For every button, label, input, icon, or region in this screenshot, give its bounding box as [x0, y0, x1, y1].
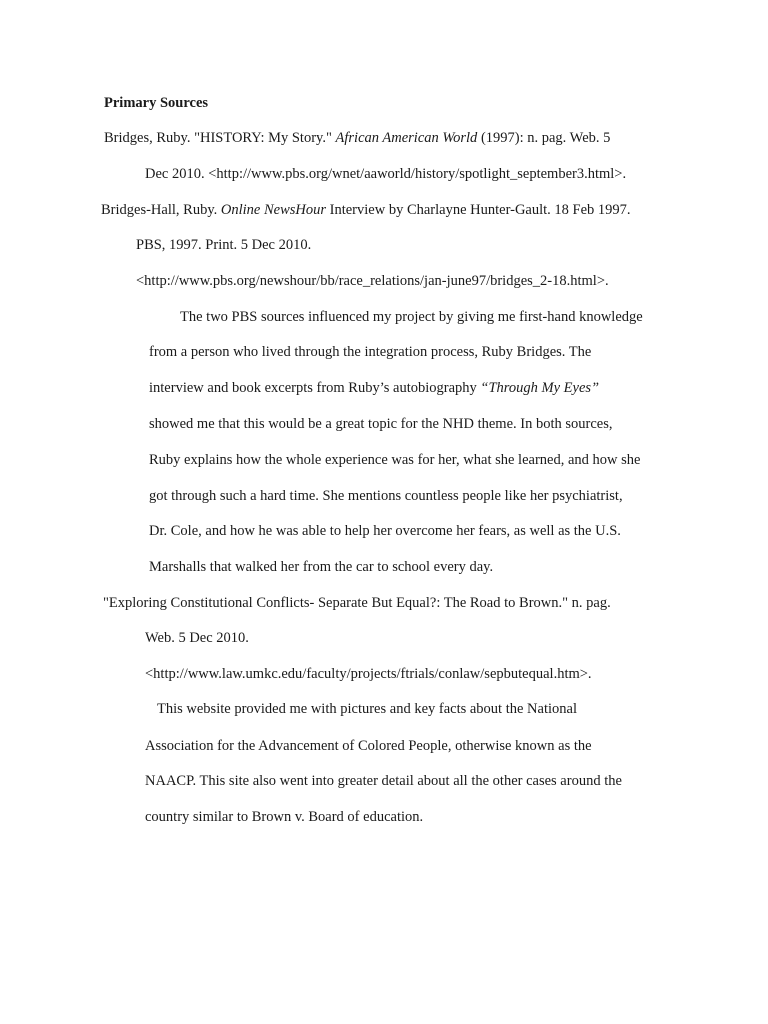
citation-2-text-post: Interview by Charlayne Hunter-Gault. 18 Feb 1997. — [326, 202, 631, 218]
citation-2-text-pre: Bridges-Hall, Ruby. — [101, 202, 221, 218]
annotation-1-line-4: showed me that this would be a great topic for the NHD theme. In both sources, — [149, 416, 613, 432]
annotation-2-line-3: NAACP. This site also went into greater detail about all the other cases around the — [145, 773, 622, 789]
citation-2-line-1 — [101, 201, 631, 219]
annotation-2-line-4: country similar to Brown v. Board of education. — [145, 809, 424, 825]
citation-1-text-post: (1997): n. pag. Web. 5 — [477, 130, 611, 146]
citation-3-line-3: <http://www.law.umkc.edu/faculty/projects/ftrials/conlaw/sepbutequal.htm>. — [145, 666, 592, 682]
annotation-1-text-pre: interview and book excerpts from Ruby’s autobiography — [149, 380, 481, 396]
citation-3-line-2: Web. 5 Dec 2010. — [145, 630, 249, 646]
citation-2-line-3: <http://www.pbs.org/newshour/bb/race_relations/jan-june97/bridges_2-18.html>. — [136, 273, 609, 289]
citation-1-line-2: Dec 2010. <http://www.pbs.org/wnet/aaworld/history/spotlight_september3.html>. — [145, 166, 627, 182]
citation-3-line-1: "Exploring Constitutional Conflicts- Separate But Equal?: The Road to Brown." n. pag. — [103, 595, 611, 611]
annotation-1-line-7: Dr. Cole, and how he was able to help her overcome her fears, as well as the U.S. — [149, 523, 621, 539]
annotation-1-line-5: Ruby explains how the whole experience was for her, what she learned, and how she — [149, 452, 641, 468]
citation-2-line-2: PBS, 1997. Print. 5 Dec 2010. — [136, 237, 312, 253]
annotation-1-line-6: got through such a hard time. She mentions countless people like her psychiatrist, — [149, 488, 623, 504]
citation-1-text-pre: Bridges, Ruby. "HISTORY: My Story." — [104, 130, 336, 146]
citation-2-program-title: Online NewsHour — [220, 202, 327, 218]
section-heading: Primary Sources — [104, 95, 209, 111]
annotation-1-line-1: The two PBS sources influenced my project by giving me first-hand knowledge — [180, 309, 643, 325]
annotation-1-line-8: Marshalls that walked her from the car to school every day. — [149, 559, 494, 575]
annotation-2-line-1: This website provided me with pictures and key facts about the National — [157, 701, 577, 717]
autobiography-title: “Through My Eyes” — [480, 380, 600, 396]
citation-1-line-1 — [104, 129, 610, 147]
annotation-2-line-2: Association for the Advancement of Colored People, otherwise known as the — [145, 738, 592, 754]
annotation-1-line-3 — [149, 379, 599, 397]
citation-1-publication-title: African American World — [335, 130, 478, 146]
annotation-1-line-2: from a person who lived through the integration process, Ruby Bridges. The — [149, 344, 592, 360]
